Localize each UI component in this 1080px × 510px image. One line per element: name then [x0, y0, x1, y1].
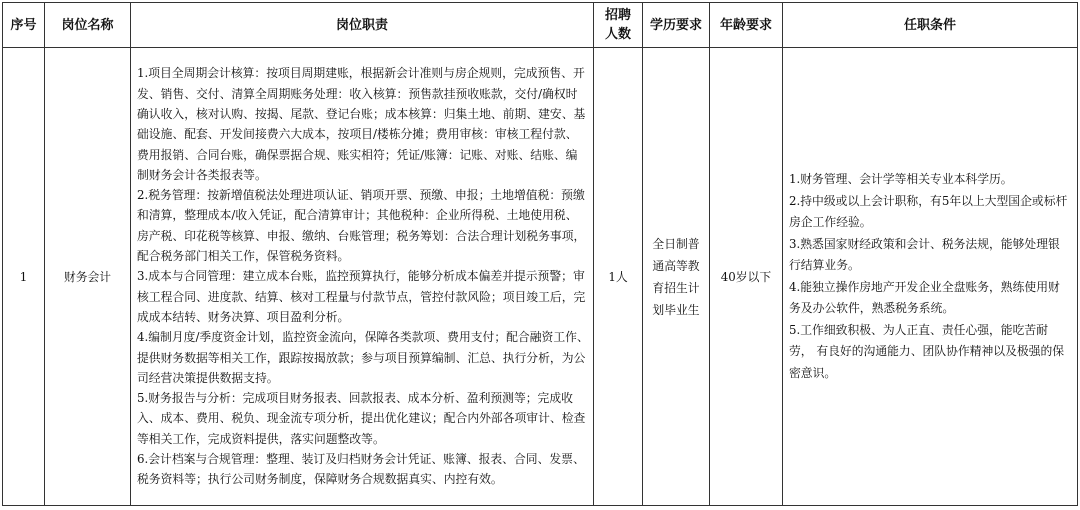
header-duties: 岗位职责: [131, 3, 594, 48]
requirement-item: 5.工作细致积极、为人正直、责任心强，能吃苦耐劳， 有良好的沟通能力、团队协作精神以及极强的保密意识。: [789, 322, 1065, 380]
header-headcount: 招聘人数: [594, 3, 643, 48]
cell-headcount: 1人: [594, 48, 643, 506]
header-age: 年龄要求: [710, 3, 783, 48]
duty-item: 3.成本与合同管理：建立成本台账，监控预算执行，能够分析成本偏差并提示预警；审核工程合同、进度款、结算、核对工程量与付款节点，管控付款风险；项目竣工后，完成成本结转、财务决算、项目盈利分析。: [137, 269, 586, 324]
duty-item: 2.税务管理：按新增值税法处理进项认证、销项开票、预缴、申报；土地增值税：预缴和清算，整理成本/收入凭证，配合清算审计；其他税种：企业所得税、土地使用税、房产税、印花税等核算、申报、缴纳、台账管理；税务筹划：合法合理计划税务事项，配合税务部门相关工作，保管税务资料。: [137, 188, 586, 264]
requirement-item: 3.熟悉国家财经政策和会计、税务法规，能够处理银行结算业务。: [789, 236, 1060, 272]
header-row: [3, 3, 1078, 48]
cell-age: 40岁以下: [710, 48, 783, 506]
requirement-item: 2.持中级或以上会计职称，有5年以上大型国企或标杆房企工作经验。: [789, 193, 1068, 229]
header-education: 学历要求: [643, 3, 710, 48]
requirement-item: 4.能独立操作房地产开发企业全盘账务，熟练使用财务及办公软件，熟悉税务系统。: [789, 279, 1060, 315]
cell-position: 财务会计: [45, 48, 131, 506]
header-index: 序号: [3, 3, 45, 48]
duty-item: 5.财务报告与分析：完成项目财务报表、回款报表、成本分析、盈利预测等；完成收入、成本、费用、税负、现金流专项分析，提出优化建议；配合内外部各项审计、检查等相关工作，完成资料提供，落实问题整改等。: [137, 391, 586, 446]
duty-item: 1.项目全周期会计核算：按项目周期建账，根据新会计准则与房企规则，完成预售、开发、销售、交付、清算全周期账务处理：收入核算：预售款挂预收账款，交付/确权时确认收入，核对认购、按揭、尾款、登记台账；成本核算：归集土地、前期、建安、基础设施、配套、开发间接费六大成本，按项目/楼栋分摊；费用审核：审核工程付款、费用报销、合同台账，确保票据合规、账实相符；凭证/账簿：记账、对账、结账、编制财务会计各类报表等。: [137, 66, 586, 182]
header-requirements: 任职条件: [783, 3, 1078, 48]
table-row: [3, 48, 1078, 506]
duty-item: 6.会计档案与合规管理：整理、装订及归档财务会计凭证、账簿、报表、合同、发票、税务资料等；执行公司财务制度，保障财务合规数据真实、内控有效。: [137, 452, 585, 487]
requirement-item: 1.财务管理、会计学等相关专业本科学历。: [789, 172, 1013, 186]
cell-index: 1: [3, 48, 45, 506]
cell-education: 全日制普通高等教育招生计划毕业生: [643, 48, 710, 506]
cell-duties: [131, 48, 594, 506]
header-position: 岗位名称: [45, 3, 131, 48]
job-posting-table: [2, 2, 1078, 506]
duty-item: 4.编制月度/季度资金计划，监控资金流向，保障各类款项、费用支付；配合融资工作、提供财务数据等相关工作，跟踪按揭放款；参与项目预算编制、汇总、执行分析，为公司经营决策提供数据支持。: [137, 330, 589, 385]
cell-requirements: [783, 48, 1078, 506]
